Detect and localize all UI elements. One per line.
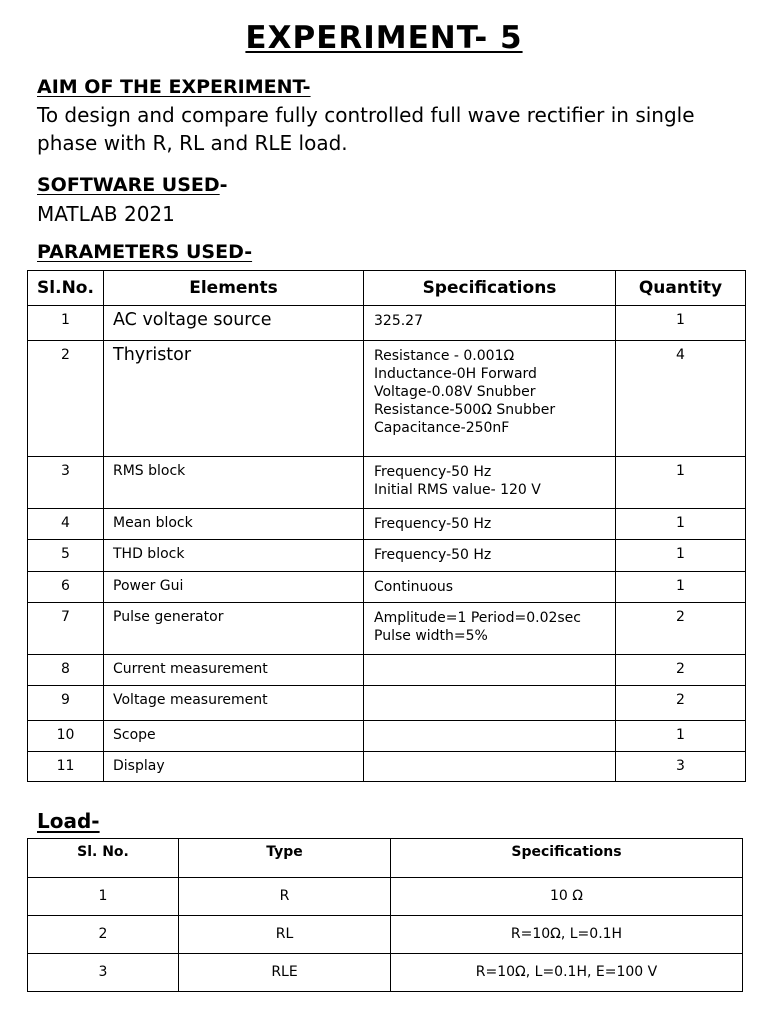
cell-specification xyxy=(364,752,616,782)
cell-type: RL xyxy=(179,916,391,954)
load-header-sl-no: Sl. No. xyxy=(28,839,179,878)
specification-line: Frequency-50 Hz xyxy=(374,464,492,480)
load-header-type: Type xyxy=(179,839,391,878)
cell-type: RLE xyxy=(179,954,391,992)
load-header-row xyxy=(28,839,743,878)
aim-line-1: To design and compare fully controlled full wave rectifier in single xyxy=(37,103,695,127)
cell-element: Display xyxy=(104,752,364,782)
cell-element: Thyristor xyxy=(104,341,364,457)
specification-line: Resistance-500Ω Snubber xyxy=(374,402,556,418)
specification-line: Frequency-50 Hz xyxy=(374,547,492,563)
cell-type: R xyxy=(179,878,391,916)
cell-sl-no: 5 xyxy=(28,540,104,572)
cell-quantity: 1 xyxy=(616,509,746,540)
specification-line: Amplitude=1 Period=0.02sec xyxy=(374,610,581,626)
cell-sl-no: 8 xyxy=(28,655,104,686)
cell-quantity: 2 xyxy=(616,686,746,721)
header-sl-no: Sl.No. xyxy=(28,271,104,306)
cell-specification: 10 Ω xyxy=(391,878,743,916)
cell-element: RMS block xyxy=(104,457,364,509)
header-quantity: Quantity xyxy=(616,271,746,306)
cell-quantity: 3 xyxy=(616,752,746,782)
table-row xyxy=(28,341,746,457)
table-row xyxy=(28,721,746,752)
cell-element: THD block xyxy=(104,540,364,572)
cell-sl-no: 3 xyxy=(28,954,179,992)
table-row xyxy=(28,457,746,509)
table-row xyxy=(28,916,743,954)
parameters-header-row xyxy=(28,271,746,306)
cell-quantity: 1 xyxy=(616,540,746,572)
cell-specification xyxy=(364,509,616,540)
cell-quantity: 1 xyxy=(616,306,746,341)
cell-specification xyxy=(364,572,616,603)
software-heading xyxy=(37,174,228,196)
software-value: MATLAB 2021 xyxy=(37,202,175,226)
table-row xyxy=(28,603,746,655)
cell-element: Power Gui xyxy=(104,572,364,603)
specification-line: Frequency-50 Hz xyxy=(374,516,492,532)
table-row xyxy=(28,509,746,540)
specification-line: Inductance-0H Forward xyxy=(374,366,537,382)
aim-line-2: phase with R, RL and RLE load. xyxy=(37,131,348,155)
header-specifications: Specifications xyxy=(364,271,616,306)
cell-sl-no: 9 xyxy=(28,686,104,721)
page-title: EXPERIMENT- 5 xyxy=(245,20,523,56)
cell-sl-no: 4 xyxy=(28,509,104,540)
cell-specification xyxy=(364,306,616,341)
table-row xyxy=(28,752,746,782)
cell-specification xyxy=(364,341,616,457)
table-row xyxy=(28,878,743,916)
cell-sl-no: 7 xyxy=(28,603,104,655)
table-row xyxy=(28,540,746,572)
cell-sl-no: 2 xyxy=(28,341,104,457)
cell-element: AC voltage source xyxy=(104,306,364,341)
table-row xyxy=(28,954,743,992)
specification-line: Initial RMS value- 120 V xyxy=(374,482,541,498)
cell-element: Voltage measurement xyxy=(104,686,364,721)
specification-line: Capacitance-250nF xyxy=(374,420,510,436)
cell-element: Scope xyxy=(104,721,364,752)
cell-sl-no: 2 xyxy=(28,916,179,954)
cell-quantity: 4 xyxy=(616,341,746,457)
load-table xyxy=(27,838,743,992)
cell-specification xyxy=(364,721,616,752)
table-row xyxy=(28,306,746,341)
cell-specification xyxy=(364,457,616,509)
cell-element: Mean block xyxy=(104,509,364,540)
specification-line: Voltage-0.08V Snubber xyxy=(374,384,536,400)
cell-quantity: 1 xyxy=(616,721,746,752)
load-header-specifications: Specifications xyxy=(391,839,743,878)
cell-sl-no: 10 xyxy=(28,721,104,752)
cell-sl-no: 6 xyxy=(28,572,104,603)
aim-text xyxy=(37,101,695,157)
cell-element: Pulse generator xyxy=(104,603,364,655)
table-row xyxy=(28,572,746,603)
cell-specification xyxy=(364,540,616,572)
cell-specification: R=10Ω, L=0.1H, E=100 V xyxy=(391,954,743,992)
software-heading-text: SOFTWARE USED xyxy=(37,174,220,196)
cell-sl-no: 1 xyxy=(28,306,104,341)
cell-quantity: 2 xyxy=(616,603,746,655)
cell-quantity: 1 xyxy=(616,572,746,603)
cell-specification: R=10Ω, L=0.1H xyxy=(391,916,743,954)
cell-sl-no: 11 xyxy=(28,752,104,782)
table-row xyxy=(28,686,746,721)
table-row xyxy=(28,655,746,686)
cell-sl-no: 1 xyxy=(28,878,179,916)
cell-quantity: 2 xyxy=(616,655,746,686)
parameters-heading: PARAMETERS USED- xyxy=(37,241,253,263)
cell-quantity: 1 xyxy=(616,457,746,509)
header-elements: Elements xyxy=(104,271,364,306)
parameters-table xyxy=(27,270,746,782)
specification-line: Pulse width=5% xyxy=(374,628,488,644)
load-heading: Load- xyxy=(37,809,100,833)
cell-specification xyxy=(364,686,616,721)
cell-specification xyxy=(364,603,616,655)
cell-specification xyxy=(364,655,616,686)
aim-heading: AIM OF THE EXPERIMENT- xyxy=(37,76,311,98)
software-heading-dash: - xyxy=(219,174,228,196)
cell-element: Current measurement xyxy=(104,655,364,686)
specification-line: 325.27 xyxy=(374,313,423,329)
cell-sl-no: 3 xyxy=(28,457,104,509)
specification-line: Resistance - 0.001Ω xyxy=(374,348,515,364)
specification-line: Continuous xyxy=(374,579,454,595)
